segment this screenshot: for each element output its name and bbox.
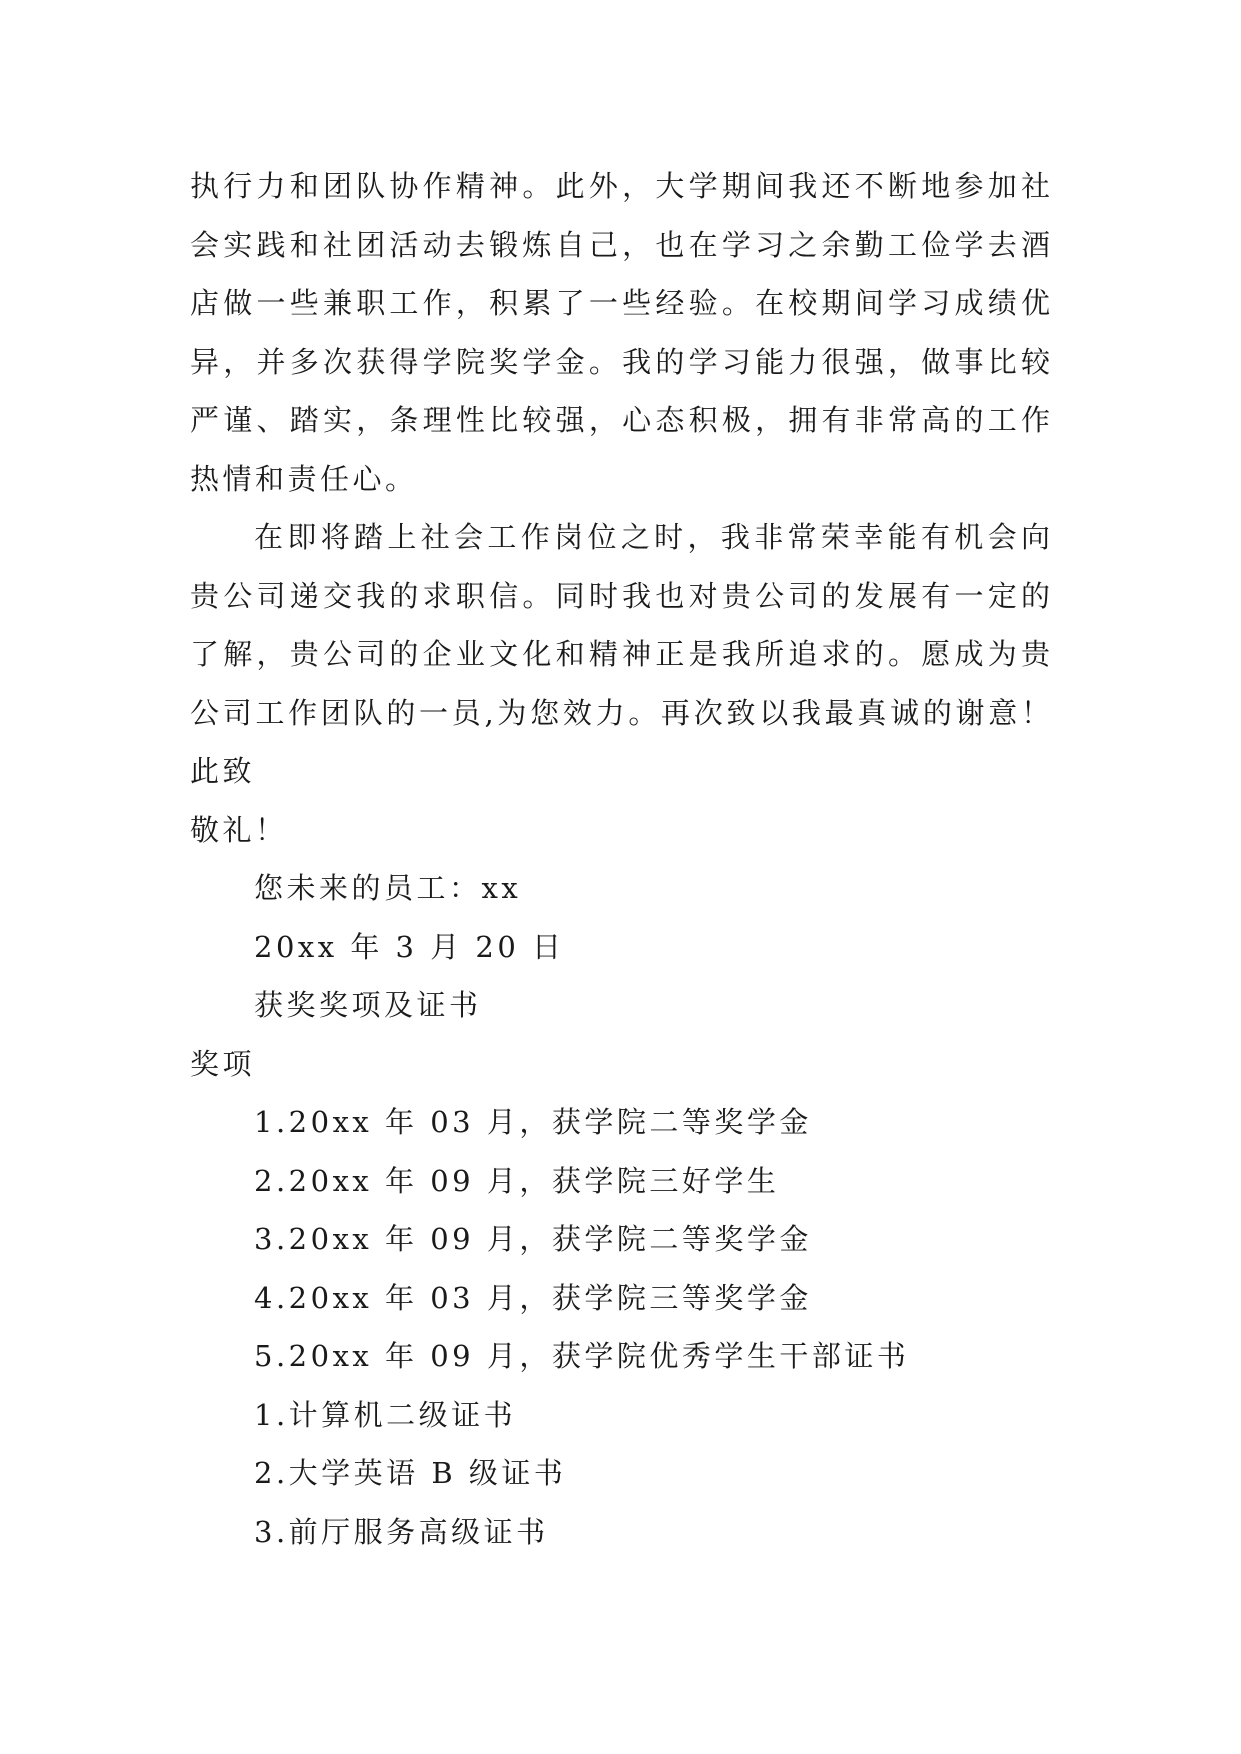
award-item: 1.20xx 年 03 月，获学院二等奖学金 xyxy=(254,1105,812,1139)
body-text-line: 异，并多次获得学院奖学金。我的学习能力很强，做事比较 xyxy=(190,344,1050,379)
signature: 您未来的员工：xx xyxy=(254,871,522,905)
body-text-line: 执行力和团队协作精神。此外，大学期间我还不断地参加社 xyxy=(190,169,1050,203)
section-title: 获奖奖项及证书 xyxy=(254,988,482,1022)
award-item: 4.20xx 年 03 月，获学院三等奖学金 xyxy=(254,1280,812,1315)
body-text-line: 贵公司递交我的求职信。同时我也对贵公司的发展有一定的 xyxy=(190,578,1050,613)
body-text-line: 热情和责任心。 xyxy=(190,461,418,496)
certificate-item: 1.计算机二级证书 xyxy=(254,1397,517,1432)
salutation: 此致 xyxy=(190,754,256,788)
certificate-item: 2.大学英语 B 级证书 xyxy=(254,1456,567,1490)
body-text-line: 在即将踏上社会工作岗位之时，我非常荣幸能有机会向 xyxy=(254,520,1050,554)
award-item: 3.20xx 年 09 月，获学院二等奖学金 xyxy=(254,1222,812,1256)
body-text-line: 严谨、踏实，条理性比较强，心态积极，拥有非常高的工作 xyxy=(190,403,1050,437)
regards: 敬礼！ xyxy=(190,812,288,847)
certificate-item: 3.前厅服务高级证书 xyxy=(254,1514,549,1549)
awards-heading: 奖项 xyxy=(190,1046,256,1081)
letter-date: 20xx 年 3 月 20 日 xyxy=(254,929,565,964)
award-item: 5.20xx 年 09 月，获学院优秀学生干部证书 xyxy=(254,1339,910,1373)
document-body xyxy=(190,157,1050,1561)
body-text-line: 会实践和社团活动去锻炼自己，也在学习之余勤工俭学去酒 xyxy=(190,227,1050,262)
body-text-line: 公司工作团队的一员,为您效力。再次致以我最真诚的谢意！ xyxy=(190,695,1050,730)
award-item: 2.20xx 年 09 月，获学院三好学生 xyxy=(254,1163,780,1198)
body-text-line: 店做一些兼职工作，积累了一些经验。在校期间学习成绩优 xyxy=(190,286,1050,320)
body-text-line: 了解，贵公司的企业文化和精神正是我所追求的。愿成为贵 xyxy=(190,637,1050,671)
